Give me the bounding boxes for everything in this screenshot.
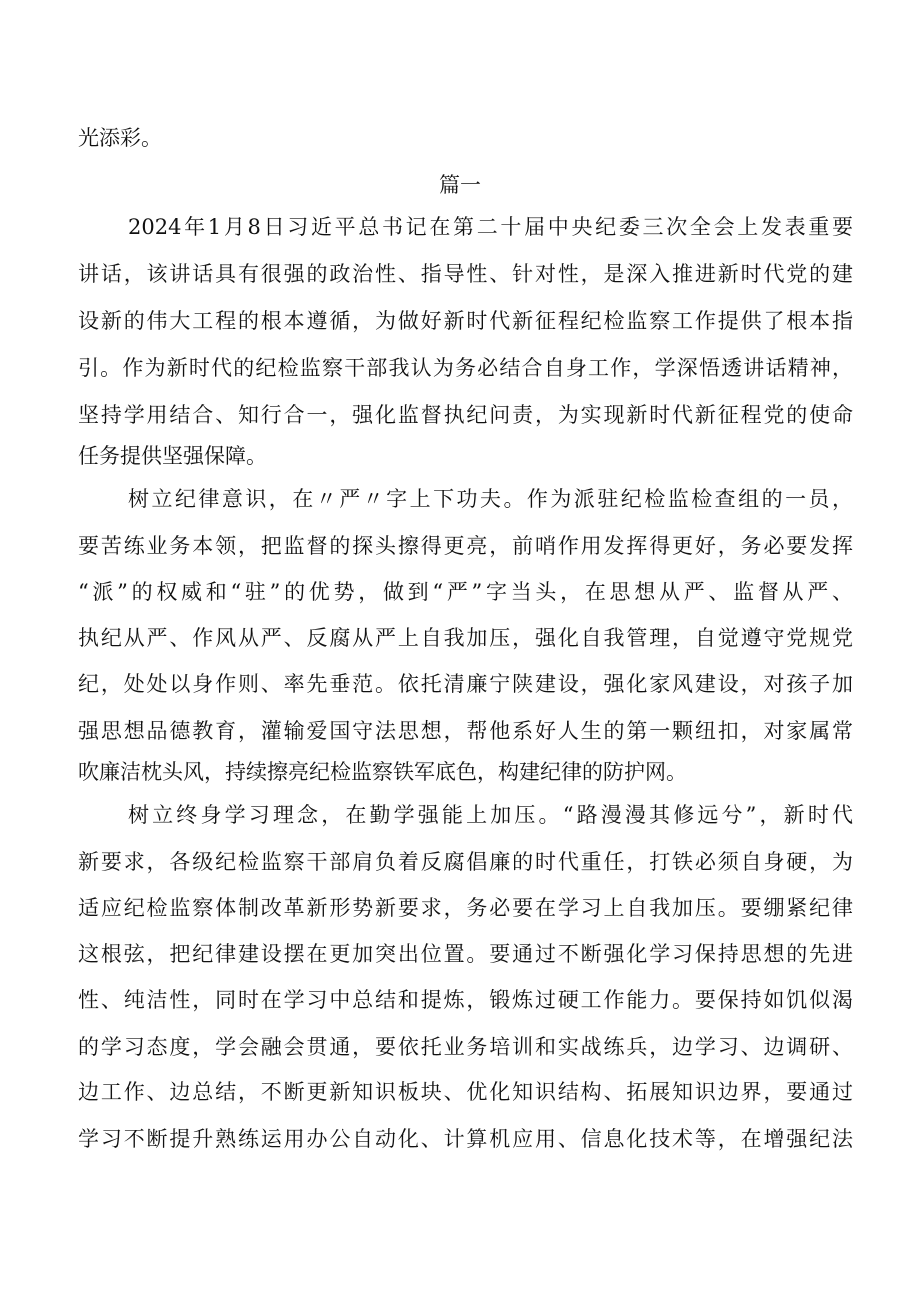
- paragraph-line: 纪，处处以身作则、率先垂范。依托清廉宁陕建设，强化家风建设，对孩子加: [78, 672, 853, 696]
- paragraph-line: 设新的伟大工程的根本遵循，为做好新时代新征程纪检监察工作提供了根本指: [78, 309, 853, 333]
- paragraph-line: 讲话，该讲话具有很强的政治性、指导性、针对性，是深入推进新时代党的建: [78, 262, 853, 286]
- paragraph-line: 2024年1月8日习近平总书记在第二十届中央纪委三次全会上发表重要: [128, 215, 853, 239]
- paragraph-line: 学习不断提升熟练运用办公自动化、计算机应用、信息化技术等，在增强纪法: [78, 1127, 853, 1151]
- paragraph-line: 要苦练业务本领，把监督的探头擦得更亮，前哨作用发挥得更好，务必要发挥: [78, 534, 853, 558]
- paragraph-line: 边工作、边总结，不断更新知识板块、优化知识结构、拓展知识边界，要通过: [78, 1080, 853, 1104]
- paragraph-line: 强思想品德教育，灌输爱国守法思想，帮他系好人生的第一颗纽扣，对家属常: [78, 719, 853, 743]
- carryover-text: 光添彩。: [78, 126, 162, 150]
- paragraph-line: 适应纪检监察体制改革新形势新要求，务必要在学习上自我加压。要绷紧纪律: [78, 896, 853, 920]
- paragraph-line: 树立终身学习理念，在勤学强能上加压。“路漫漫其修远兮”，新时代: [128, 803, 853, 827]
- paragraph-line: 引。作为新时代的纪检监察干部我认为务必结合自身工作，学深悟透讲话精神，: [78, 356, 853, 380]
- paragraph-line: 吹廉洁枕头风，持续擦亮纪检监察铁军底色，构建纪律的防护网。: [78, 760, 687, 784]
- paragraph-line: 执纪从严、作风从严、反腐从严上自我加压，强化自我管理，自觉遵守党规党: [78, 626, 853, 650]
- paragraph-line: 坚持学用结合、知行合一，强化监督执纪问责，为实现新时代新征程党的使命: [78, 403, 853, 427]
- paragraph-line: 新要求，各级纪检监察干部肩负着反腐倡廉的时代重任，打铁必须自身硬，为: [78, 850, 853, 874]
- paragraph-line: 任务提供坚强保障。: [78, 444, 267, 468]
- paragraph-line: 树立纪律意识，在〃严〃字上下功夫。作为派驻纪检监检查组的一员，: [128, 487, 853, 511]
- paragraph-line: 的学习态度，学会融会贯通，要依托业务培训和实战练兵，边学习、边调研、: [78, 1035, 853, 1059]
- paragraph-line: 性、纯洁性，同时在学习中总结和提炼，锻炼过硬工作能力。要保持如饥似渴: [78, 988, 853, 1012]
- paragraph-line: “派”的权威和“驻”的优势，做到“严”字当头，在思想从严、监督从严、: [78, 580, 853, 604]
- paragraph-line: 这根弦，把纪律建设摆在更加突出位置。要通过不断强化学习保持思想的先进: [78, 942, 853, 966]
- section-heading: 篇一: [439, 173, 481, 197]
